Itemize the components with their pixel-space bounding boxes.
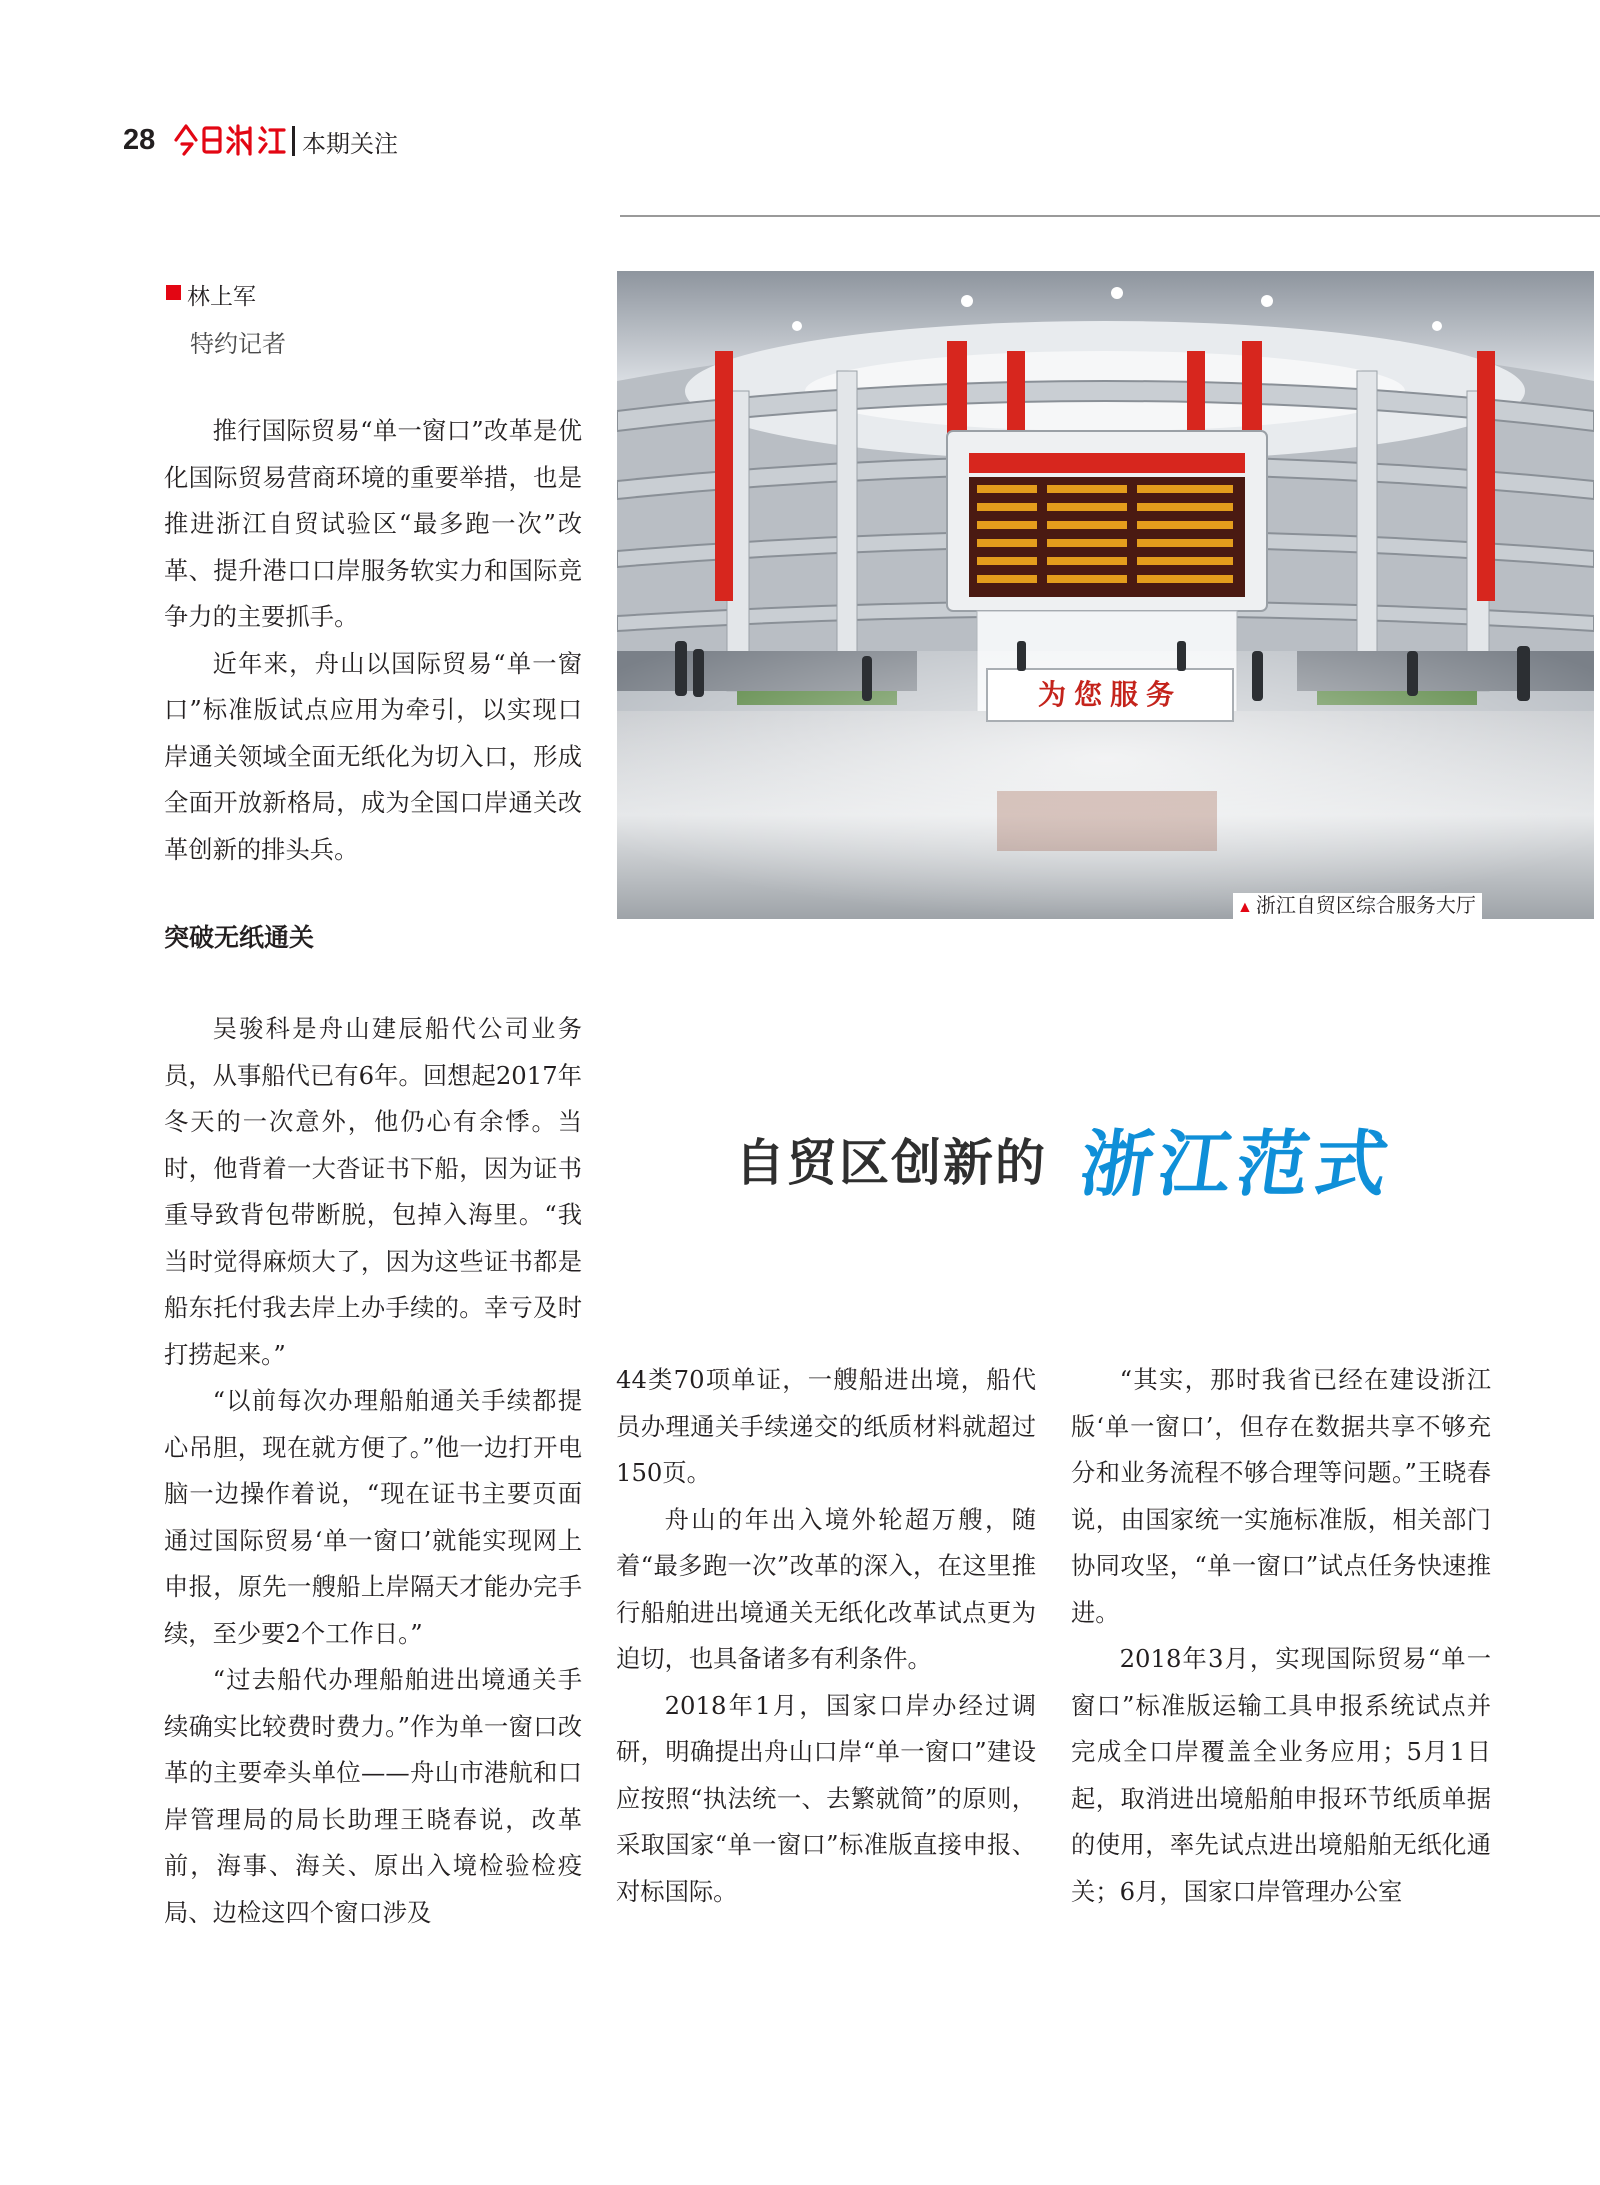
- paragraph: 吴骏科是舟山建辰船代公司业务员，从事船代已有6年。回想起2017年冬天的一次意外，他仍心有余悸。当时，他背着一大沓证书下船，因为证书重导致背包带断脱，包掉入海里。“我当时觉得麻烦大了，因为这些证书都是船东托付我去岸上办手续的。幸亏及时打捞起来。”: [164, 1014, 582, 1369]
- byline-marker: [166, 285, 181, 300]
- top-rule: [620, 215, 1600, 217]
- paragraph: 2018年1月，国家口岸办经过调研，明确提出舟山口岸“单一窗口”建设应按照“执法统一、去繁就简”的原则，采取国家“单一窗口”标准版直接申报、对标国际。: [616, 1690, 1036, 1906]
- paragraph: 推行国际贸易“单一窗口”改革是优化国际贸易营商环境的重要举措，也是推进浙江自贸试验区“最多跑一次”改革、提升港口口岸服务软实力和国际竞争力的主要抓手。: [164, 416, 582, 631]
- paragraph: 44类70项单证，一艘船进出境，船代员办理通关手续递交的纸质材料就超过150页。: [616, 1365, 1036, 1487]
- paragraph: “其实，那时我省已经在建设浙江版‘单一窗口’，但存在数据共享不够充分和业务流程不够合理等问题。”王晓春说，由国家统一实施标准版，相关部门协同攻坚，“单一窗口”试点任务快速推进。: [1071, 1365, 1491, 1627]
- paragraph: 近年来，舟山以国际贸易“单一窗口”标准版试点应用为牵引，以实现口岸通关领域全面无纸化为切入口，形成全面开放新格局，成为全国口岸通关改革创新的排头兵。: [164, 648, 582, 864]
- article-title-part1: 自贸区创新的: [735, 1133, 1047, 1192]
- paragraph: 2018年3月，实现国际贸易“单一窗口”标准版运输工具申报系统试点并完成全口岸覆盖全业务应用；5月1日起，取消进出境船舶申报环节纸质单据的使用，率先试点进出境船舶无纸化通关；6月，国家口岸管理办公室: [1071, 1644, 1491, 1906]
- header-separator: [292, 126, 295, 156]
- intro-text: [164, 408, 582, 873]
- body-column-2: [616, 1357, 1036, 1915]
- caption-triangle-icon: ▲: [1237, 899, 1253, 916]
- paragraph: “以前每次办理船舶通关手续都提心吊胆，现在就方便了。”他一边打开电脑一边操作着说，“现在证书主要页面通过国际贸易‘单一窗口’就能实现网上申报，原先一艘船上岸隔天才能办完手续，至少要2个工作日。”: [164, 1386, 582, 1648]
- article-title-part2: 浙江范式: [1075, 1125, 1399, 1205]
- section-subheading: 突破无纸通关: [164, 924, 315, 952]
- paragraph: 舟山的年出入境外轮超万艘，随着“最多跑一次”改革的深入，在这里推行船舶进出境通关无纸化改革试点更为迫切，也具备诸多有利条件。: [616, 1504, 1036, 1673]
- service-hall-photo: [617, 271, 1594, 919]
- photo-caption: [1233, 893, 1482, 921]
- caption-text: 浙江自贸区综合服务大厅: [1255, 895, 1476, 917]
- magazine-logo: [170, 120, 288, 158]
- body-column-3: [1071, 1357, 1491, 1915]
- page-number: 28: [123, 124, 156, 156]
- author-role: 特约记者: [190, 331, 286, 358]
- desk-banner-text: 为您服务: [1037, 678, 1183, 711]
- paragraph: “过去船代办理船舶进出境通关手续确实比较费时费力。”作为单一窗口改革的主要牵头单位——舟山市港航和口岸管理局的局长助理王晓春说，改革前，海事、海关、原出入境检验检疫局、边检这四个窗口涉及: [164, 1665, 582, 1927]
- author-name: 林上军: [187, 283, 256, 309]
- body-column-1: [164, 1006, 582, 1936]
- section-name: 本期关注: [302, 131, 398, 158]
